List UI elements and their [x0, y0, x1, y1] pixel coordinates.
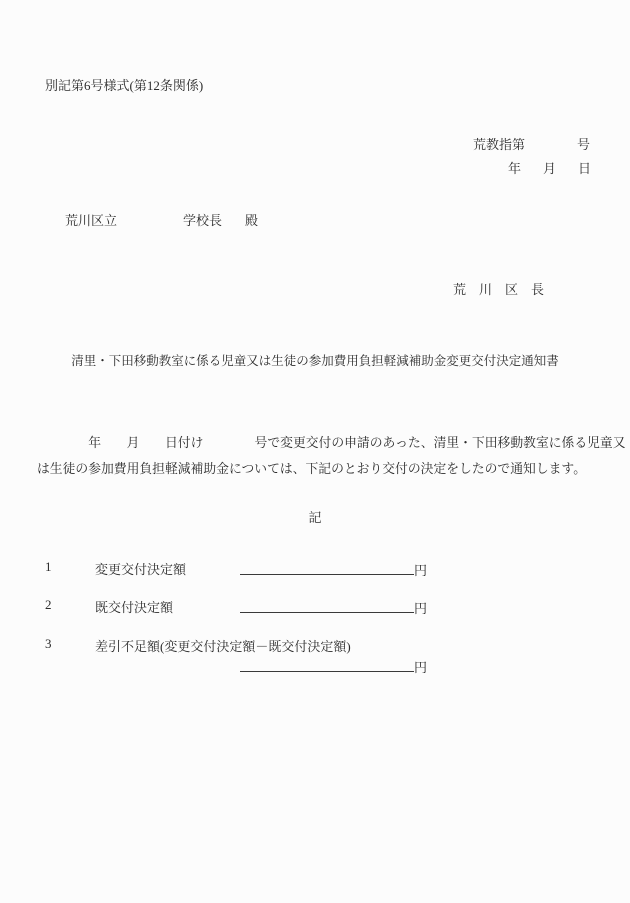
- item-number: 3: [45, 636, 52, 651]
- item-label: 差引不足額(変更交付決定額－既交付決定額): [95, 639, 351, 654]
- body-paragraph: [37, 430, 626, 482]
- amount-fill-line: [240, 656, 414, 672]
- form-number: 別記第6号様式(第12条関係): [45, 78, 204, 93]
- reference-number-suffix: 号: [577, 137, 591, 152]
- unit-label: 円: [414, 660, 428, 675]
- item-number: 1: [45, 559, 52, 574]
- item-number: 2: [45, 597, 52, 612]
- body-line-1: 年 月 日付け 号で変更交付の申請のあった、清里・下田移動教室に係る児童又: [37, 436, 626, 450]
- date-month-label: 月: [543, 161, 557, 176]
- date-year-label: 年: [508, 161, 522, 176]
- reference-number-label: 荒教指第: [473, 137, 526, 152]
- unit-label: 円: [414, 563, 428, 578]
- body-line-2: は生徒の参加費用負担軽減補助金については、下記のとおり交付の決定をしたので通知します。: [37, 462, 586, 476]
- addressee-honorific: 殿: [245, 213, 259, 228]
- item-row-2: [0, 597, 630, 617]
- item-label: 変更交付決定額: [95, 562, 187, 577]
- amount-fill-line: [240, 559, 414, 575]
- item-amount-field: [240, 597, 427, 617]
- document-title: 清里・下田移動教室に係る児童又は生徒の参加費用負担軽減補助金変更交付決定通知書: [71, 354, 559, 368]
- date-day-label: 日: [578, 161, 592, 176]
- item-amount-field: [240, 559, 427, 579]
- item-amount-field: [240, 656, 427, 676]
- item-row-1: [0, 559, 630, 579]
- item-row-3-amount: [0, 656, 630, 676]
- amount-fill-line: [240, 597, 414, 613]
- addressee-role: 学校長: [183, 213, 223, 228]
- item-row-3: [0, 636, 630, 656]
- item-label: 既交付決定額: [95, 600, 174, 615]
- addressee-ward-prefix: 荒川区立: [65, 213, 118, 228]
- unit-label: 円: [414, 601, 428, 616]
- sender-name: 荒 川 区 長: [453, 282, 545, 297]
- record-heading: 記: [308, 510, 322, 525]
